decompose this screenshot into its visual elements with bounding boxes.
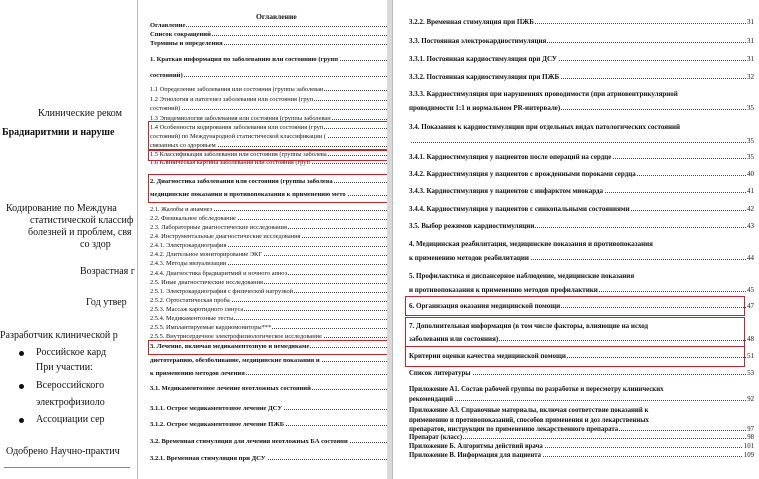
coding-fragment-4: со здор [80, 239, 111, 250]
toc-page-number: 35 [747, 104, 754, 112]
toc-entry[interactable] [150, 306, 387, 313]
toc-entry[interactable] [409, 443, 754, 450]
toc-entry[interactable] [409, 170, 754, 178]
toc-entry[interactable] [409, 426, 754, 433]
toc-entry[interactable] [150, 40, 387, 47]
bullet-icon [19, 418, 24, 423]
toc-entry[interactable] [150, 333, 387, 340]
toc-entry-label: 3.1.2. Острое медикаментозное лечение ПЖБ [150, 421, 285, 428]
toc-entry[interactable] [409, 452, 754, 459]
toc-entry-label: 2.4. Инструментальные диагностические исследования [150, 233, 301, 240]
highlight-box [148, 121, 387, 150]
toc-page-number: 51 [747, 352, 754, 360]
toc-entry[interactable] [150, 215, 387, 222]
toc-page-number: 31 [747, 18, 754, 26]
highlight-box [405, 346, 745, 367]
toc-entry-label: 2.1. Жалобы и анамнез [150, 206, 213, 213]
toc-entry[interactable] [409, 396, 754, 403]
toc-entry[interactable] [150, 370, 387, 377]
toc-entry-label: Оглавление [150, 22, 186, 29]
toc-entry[interactable] [150, 297, 387, 304]
toc-leader [409, 400, 754, 401]
divider [4, 467, 130, 468]
toc-entry-label: 2.3. Лабораторные диагностические исследования [150, 224, 287, 231]
toc-page-number: 98 [747, 434, 754, 441]
toc-leader [409, 142, 754, 143]
toc-entry-label: 3.4.4. Кардиостимуляция у пациентов с синкопальными состояниями [409, 205, 630, 213]
toc-entry-label: 2.5.1. Электрокардиография с физической нагрузкой [150, 288, 294, 295]
toc-entry[interactable] [409, 37, 754, 45]
toc-entry[interactable] [409, 407, 754, 414]
toc-entry-label: Приложение А1. Состав рабочей группы по разработке и пересмотру клинических [409, 386, 664, 393]
toc-page-number: 101 [743, 443, 754, 450]
recommendations-fragment: Клинические реком [38, 108, 122, 119]
toc-page-number: 40 [747, 170, 754, 178]
toc-page-number: 35 [747, 153, 754, 161]
toc-entry-label: связанных со здоровьем [150, 142, 216, 149]
toc-entry[interactable] [150, 96, 387, 103]
toc-entry-label: 3.4.1. Кардиостимуляция у пациентов после операций на сердце [409, 153, 612, 161]
toc-entry-label: Критерии оценки качества медицинской помощи [409, 352, 566, 360]
toc-entry[interactable] [409, 153, 754, 161]
toc-entry-label: 3.3.3. Кардиостимуляция при нарушениях проводимости (при атриовентрикулярной [409, 90, 678, 98]
toc-entry-label [409, 137, 410, 145]
bullet1-fragment: Российское кард [36, 347, 107, 358]
toc-page-number: 44 [747, 254, 754, 262]
toc-entry-label: Приложение Б. Алгоритмы действий врача [409, 443, 543, 450]
toc-entry[interactable] [150, 224, 387, 231]
toc-entry-label: Термины и определения [150, 40, 223, 47]
toc-page-number: 47 [747, 302, 754, 310]
toc-entry-label: 1.2 Этиология и патогенез заболевания или состояния (груп [150, 96, 314, 103]
toc-entry-label: 1.6 Клиническая картина заболевания или состояния (груп [150, 159, 310, 166]
toc-entry-label: 3.1.1. Острое медикаментозное лечение ДСУ [150, 405, 283, 412]
toc-entry-label: применению и противопоказаний, способов применения и доз лекарственных [409, 417, 649, 424]
age-fragment: Возрастная г [80, 266, 135, 277]
toc-entry-label: 7. Дополнительная информация (в том числе факторы, влияющие на исход [409, 322, 649, 330]
diagnosis-fragment: Брадиаритмии и наруше [2, 127, 115, 138]
toc-entry-label: состояний) [150, 72, 183, 79]
toc-entry[interactable] [409, 417, 754, 424]
toc-page-number: 42 [747, 205, 754, 213]
toc-entry-label: 2.4.4. Диагностика брадиаритмий и ночного апноэ [150, 270, 288, 277]
toc-entry[interactable] [409, 73, 754, 81]
toc-entry[interactable] [150, 270, 387, 277]
toc-entry[interactable] [150, 357, 387, 364]
toc-entry[interactable] [409, 370, 754, 377]
toc-entry-label: 3.3.2. Постоянная кардиостимуляция при ПЖБ [409, 73, 560, 81]
toc-entry[interactable] [150, 72, 387, 79]
toc-entry-label: рекомендаций [409, 396, 454, 403]
developer-fragment: Разработчик клинической р [0, 330, 118, 341]
toc-page-number: 41 [747, 187, 754, 195]
toc-entry-label: 1.3 Эпидемиология заболевания или состояния (группы заболеван [150, 115, 331, 122]
toc-entry-label: 2. Диагностика заболевания или состояния (группы заболева [150, 178, 333, 185]
toc-entry[interactable] [409, 137, 754, 145]
approved-fragment: Одобрено Научно-практич [6, 446, 120, 457]
toc-entry[interactable] [409, 123, 754, 131]
toc-entry-label: 2.5.4. Медикаментозные тесты [150, 315, 234, 322]
toc-entry[interactable] [150, 22, 387, 29]
toc-page-number: 45 [747, 286, 754, 294]
toc-entry[interactable] [409, 222, 754, 230]
toc-entry[interactable] [409, 254, 754, 262]
toc-entry[interactable] [150, 206, 387, 213]
right-toc-page [392, 0, 759, 479]
toc-entry[interactable] [150, 421, 387, 428]
toc-entry-label: заболевания или состояния) [409, 335, 499, 343]
toc-entry[interactable] [150, 31, 387, 38]
toc-entry[interactable] [150, 455, 387, 462]
toc-entry[interactable] [409, 386, 754, 393]
toc-entry-label: 1.4 Особенности кодирования заболевания или состояния (груп [150, 124, 324, 131]
toc-entry[interactable] [150, 260, 387, 267]
toc-entry[interactable] [150, 315, 387, 322]
toc-entry[interactable] [150, 56, 387, 63]
toc-page-number: 92 [747, 396, 754, 403]
toc-entry[interactable] [409, 18, 754, 26]
toc-entry[interactable] [150, 233, 387, 240]
toc-entry-label: состояний) [150, 105, 181, 112]
toc-entry[interactable] [150, 105, 387, 112]
toc-entry-label: 3.2.1. Временная стимуляция при ДСУ [150, 455, 266, 462]
highlight-box [148, 150, 387, 161]
toc-entry[interactable] [409, 240, 754, 248]
toc-entry-label: и противопоказания к применению методов профилактики [409, 286, 598, 294]
toc-entry-label: 3.2.2. Временная стимуляция при ПЖБ [409, 18, 534, 26]
toc-entry[interactable] [409, 90, 754, 98]
toc-page-number: 31 [747, 55, 754, 63]
toc-entry-label: проводимости 1:1 и нормальном PR-интервале) [409, 104, 561, 112]
toc-entry[interactable] [409, 434, 754, 441]
toc-page-number: 109 [743, 452, 754, 459]
toc-entry[interactable] [409, 286, 754, 294]
toc-entry-label: Препарат (класс) [409, 434, 463, 441]
coding-fragment-2: статистической классиф [30, 215, 134, 226]
toc-entry[interactable] [409, 272, 754, 280]
toc-entry-label: медицинские показания и противопоказания к применению мето [150, 191, 346, 198]
toc-entry-label: к применению методов лечения [150, 370, 245, 377]
toc-entry-label: 4. Медицинская реабилитация, медицинские показания и противопоказания [409, 240, 653, 248]
toc-entry-label: 2.5.5. Внутрисердечное электрофизиологическое исследование [150, 333, 322, 340]
coding-fragment-3: болезней и проблем, свя [28, 227, 132, 238]
highlight-box [148, 174, 387, 203]
toc-entry-label: Список сокращений [150, 31, 211, 38]
highlight-box [405, 317, 745, 347]
toc-entry-label: 2.4.2. Длительное мониторирование ЭКГ [150, 251, 263, 258]
bullet-icon [19, 351, 24, 356]
toc-entry-label: 1. Краткая информация по заболеванию или состоянию (групп [150, 56, 339, 63]
toc-entry-label: 3.4.3. Кардиостимуляция у пациентов с инфарктом миокарда [409, 187, 604, 195]
toc-entry-label: 3.5. Выбор режимов кардиостимуляции [409, 222, 535, 230]
toc-entry-label: препаратов, инструкции по применению лекарственного препарата [409, 426, 619, 433]
toc-entry[interactable] [409, 55, 754, 63]
toc-entry-label: 2.5.5. Имплантируемые кардиомониторы*** [150, 324, 272, 331]
toc-entry-label: 3.3. Постоянная электрокардиостимуляция [409, 37, 547, 45]
toc-entry-label: 1.5 Классификация заболевания или состояния (группы заболева [150, 151, 327, 158]
toc-entry[interactable] [150, 385, 387, 392]
toc-entry[interactable] [150, 279, 387, 286]
toc-entry[interactable] [409, 205, 754, 213]
toc-entry-label: 2.4.1. Электрокардиография [150, 242, 227, 249]
toc-entry-label: 3.3.1. Постоянная кардиостимуляция при ДСУ [409, 55, 558, 63]
year-fragment: Год утвер [86, 297, 127, 308]
toc-entry-label: 3.2. Временная стимуляция для лечения неотложных БА состояни [150, 438, 348, 445]
toc-entry-label: 1.1 Определение заболевания или состояния (группы заболеван [150, 86, 324, 93]
toc-entry[interactable] [409, 104, 754, 112]
participation-fragment: При участии: [36, 362, 93, 373]
highlight-box [148, 340, 387, 355]
toc-entry-label: 2.5. Иные диагностические исследования [150, 279, 263, 286]
toc-page-number: 48 [747, 335, 754, 343]
toc-page-number: 97 [747, 426, 754, 433]
toc-entry[interactable] [150, 86, 387, 93]
toc-entry[interactable] [150, 324, 387, 331]
toc-entry-label: 2.5.2. Ортостатическая проба [150, 297, 230, 304]
toc-entry-label: Приложение В. Информация для пациента [409, 452, 542, 459]
toc-entry-label: 2.5.3. Массаж каротидного синуса [150, 306, 244, 313]
toc-entry-label: 3. Лечение, включая медикаментозную и немедикаме [150, 343, 310, 350]
toc-page-number: 35 [747, 137, 754, 145]
toc-title: Оглавление [256, 12, 297, 21]
toc-page-number: 32 [747, 73, 754, 81]
toc-entry[interactable] [150, 438, 387, 445]
toc-page-number: 53 [747, 370, 754, 377]
toc-entry-label: Приложение А3. Справочные материалы, включая соответствие показаний к [409, 407, 649, 414]
toc-page-number: 43 [747, 222, 754, 230]
toc-entry-label: 3.4.2. Кардиостимуляция у пациентов с врожденными пороками сердца [409, 170, 636, 178]
toc-entry-label: 2.2. Физикальное обследование [150, 215, 236, 222]
toc-entry-label: диетотерапию, обезболивание, медицинские показания и [150, 357, 320, 364]
toc-entry[interactable] [150, 405, 387, 412]
bullet-icon [19, 384, 24, 389]
toc-leader [150, 76, 387, 77]
middle-toc-page [137, 0, 387, 479]
coding-fragment-1: Кодирование по Междуна [6, 203, 117, 214]
toc-entry-label: Список литературы [409, 370, 471, 377]
toc-entry[interactable] [150, 251, 387, 258]
toc-entry[interactable] [150, 242, 387, 249]
toc-entry-label: состояний) по Международной статистической классификации ( [150, 133, 326, 140]
bullet3-fragment: Ассоциации сер [36, 414, 105, 425]
toc-entry-label: к применению методов реабилитации [409, 254, 529, 262]
toc-entry-label: 3.1. Медикаментозное лечение неотложных состояний [150, 385, 311, 392]
toc-entry-label: 6. Организация оказания медицинской помощи [409, 302, 561, 310]
toc-page-number: 31 [747, 37, 754, 45]
toc-entry[interactable] [409, 187, 754, 195]
left-document-page [0, 0, 137, 479]
toc-entry-label: 5. Профилактика и диспансерное наблюдение, медицинские показания [409, 272, 635, 280]
highlight-box [405, 296, 745, 316]
toc-entry-label: 2.4.3. Методы визуализации [150, 260, 227, 267]
toc-entry[interactable] [150, 288, 387, 295]
bullet2-fragment-a: Всероссийского [36, 380, 105, 391]
bullet2-fragment-b: электрофизиоло [36, 397, 105, 408]
toc-entry-label: 3.4. Показания к кардиостимуляции при отдельных видах патологических состояний [409, 123, 681, 131]
toc-leader [150, 109, 387, 110]
